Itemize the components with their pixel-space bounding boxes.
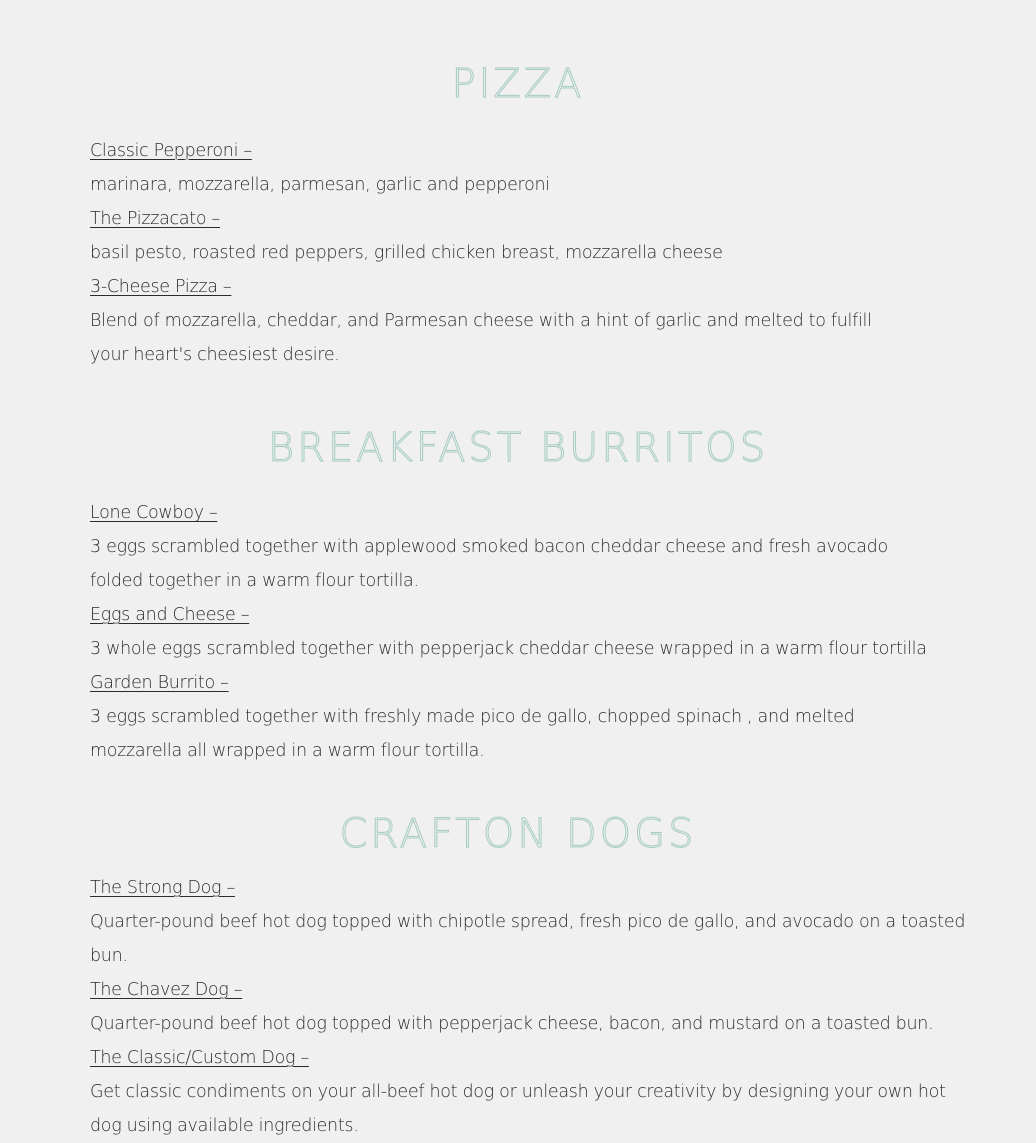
- menu-item-description: marinara, mozzarella, parmesan, garlic and pepperoni: [90, 175, 550, 195]
- menu-item-3-cheese-pizza[interactable]: 3-Cheese Pizza –: [90, 277, 232, 297]
- menu-item-description: basil pesto, roasted red peppers, grilled chicken breast, mozzarella cheese: [90, 243, 723, 263]
- menu-item-the-pizzacato[interactable]: The Pizzacato –: [90, 209, 220, 229]
- menu-item-description: 3 eggs scrambled together with freshly made pico de gallo, chopped spinach , and melted mozzarella all wrapped in a warm flour tortilla.: [90, 707, 855, 761]
- menu-item-garden-burrito[interactable]: Garden Burrito –: [90, 673, 229, 693]
- menu-item-description: Quarter-pound beef hot dog topped with chipotle spread, fresh pico de gallo, and avocado on a toasted bun.: [90, 912, 966, 966]
- menu-item-description: 3 eggs scrambled together with applewood smoked bacon cheddar cheese and fresh avocado folded together in a warm flour tortilla.: [90, 537, 888, 591]
- menu-item-the-chavez-dog[interactable]: The Chavez Dog –: [90, 980, 243, 1000]
- pizza-menu-list: [90, 134, 980, 372]
- section-title-pizza: PIZZA: [451, 61, 585, 107]
- menu-item-classic-pepperoni[interactable]: Classic Pepperoni –: [90, 141, 252, 161]
- menu-item-the-classic-custom-dog[interactable]: The Classic/Custom Dog –: [90, 1048, 309, 1068]
- crafton-dogs-menu-list: [90, 871, 980, 1143]
- menu-item-description: Get classic condiments on your all-beef hot dog or unleash your creativity by designing your own hot dog using available ingredients.: [90, 1082, 946, 1136]
- section-title-breakfast-burritos: BREAKFAST BURRITOS: [267, 425, 769, 471]
- menu-item-description: Blend of mozzarella, cheddar, and Parmesan cheese with a hint of garlic and melted to fulfill your heart's cheesiest desire.: [90, 311, 872, 365]
- menu-item-description: Quarter-pound beef hot dog topped with pepperjack cheese, bacon, and mustard on a toasted bun.: [90, 1014, 934, 1034]
- menu-item-description: 3 whole eggs scrambled together with pepperjack cheddar cheese wrapped in a warm flour tortilla: [90, 639, 927, 659]
- breakfast-burritos-menu-list: [90, 496, 980, 768]
- menu-item-eggs-and-cheese[interactable]: Eggs and Cheese –: [90, 605, 250, 625]
- section-title-crafton-dogs: CRAFTON DOGS: [339, 811, 697, 857]
- menu-item-lone-cowboy[interactable]: Lone Cowboy –: [90, 503, 218, 523]
- menu-item-the-strong-dog[interactable]: The Strong Dog –: [90, 878, 235, 898]
